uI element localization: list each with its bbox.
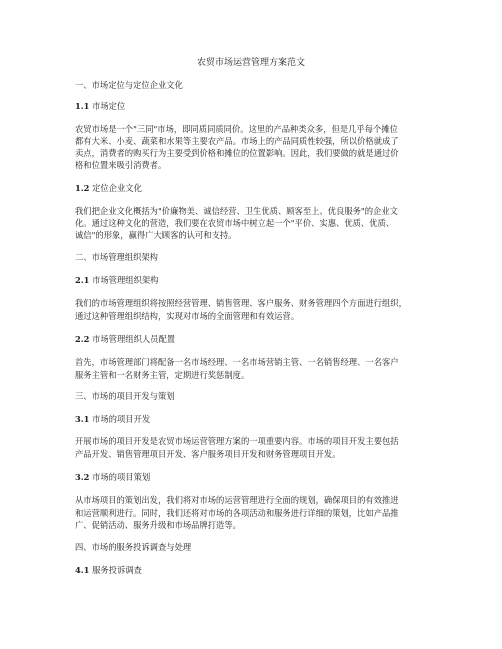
section-heading-2: 二、市场管理组织架构	[75, 252, 158, 262]
subsection-heading-2-1	[75, 274, 158, 286]
paragraph-line: 通过这种管理组织结构，实现对市场的全面管理和有效运营。	[75, 311, 300, 321]
subsection-number: 2.2	[75, 334, 90, 344]
subsection-title: 服务投诉调查	[92, 565, 142, 575]
subsection-title: 市场定位	[92, 101, 126, 111]
paragraph-line: 服务主管和一名财务主管，定期进行奖惩制度。	[75, 370, 250, 380]
section-heading-3: 三、市场的项目开发与策划	[75, 391, 175, 401]
paragraph-line: 和运营顺利进行。同时，我们还将对市场的各项活动和服务进行详细的策划，比如产品推	[75, 508, 399, 518]
paragraph-line: 产品开发、销售管理项目开发、客户服务项目开发和财务管理项目开发。	[75, 449, 341, 459]
subsection-heading-2-2	[75, 333, 175, 345]
paragraph-line: 首先，市场管理部门将配备一名市场经理、一名市场营销主管、一名销售经理、一名客户	[75, 357, 399, 367]
subsection-title: 市场的项目策划	[92, 472, 151, 482]
paragraph-line: 我们的市场管理组织将按照经营管理、销售管理、客户服务、财务管理四个方面进行组织，	[75, 298, 407, 308]
paragraph-line: 农贸市场是一个"三同"市场，即同质同质同价。这里的产品种类众多，但是几乎每个摊位	[75, 124, 398, 134]
subsection-heading-3-1	[75, 413, 150, 425]
subsection-title: 市场管理组织人员配置	[92, 334, 176, 344]
subsection-number: 3.1	[75, 414, 90, 424]
paragraph-line: 卖点，消费者的购买行为主要受到价格和摊位的位置影响。因此，我们要做的就是通过价	[75, 148, 399, 158]
subsection-number: 1.2	[75, 183, 90, 193]
paragraph-line: 广、促销活动、服务升级和市场品牌打造等。	[75, 520, 241, 530]
section-heading-4: 四、市场的服务投诉调查与处理	[75, 542, 192, 552]
subsection-title: 市场的项目开发	[92, 414, 151, 424]
subsection-title: 定位企业文化	[92, 183, 142, 193]
section-heading-1: 一、市场定位与定位企业文化	[75, 80, 183, 90]
subsection-heading-4-1	[75, 564, 142, 576]
paragraph-line: 我们把企业文化概括为"价廉物美、诚信经营、卫生优质、顾客至上、优良服务"的企业文	[75, 206, 398, 216]
subsection-number: 1.1	[75, 101, 90, 111]
paragraph-line: 格和位置来吸引消费者。	[75, 160, 167, 170]
subsection-heading-1-2	[75, 182, 142, 194]
subsection-number: 2.1	[75, 275, 90, 285]
paragraph-line: 都有大米、小麦、蔬菜和水果等主要农产品。市场上的产品同质性较强，所以价格就成了	[75, 136, 399, 146]
paragraph-line: 化。通过这种文化的营造，我们要在农贸市场中树立起一个"平价、实惠、优质、优质、	[75, 218, 395, 228]
paragraph-line: 从市场项目的策划出发，我们将对市场的运营管理进行全面的规划，确保项目的有效推进	[75, 495, 399, 505]
subsection-heading-1-1	[75, 100, 125, 112]
paragraph-line: 开展市场的项目开发是农贸市场运营管理方案的一项重要内容。市场的项目开发主要包括	[75, 436, 399, 446]
subsection-title: 市场管理组织架构	[92, 275, 159, 285]
subsection-heading-3-2	[75, 471, 150, 483]
document-title: 农贸市场运营管理方案范文	[196, 58, 305, 68]
subsection-number: 3.2	[75, 472, 90, 482]
paragraph-line: 诚信"的形象，赢得广大顾客的认可和支持。	[75, 230, 237, 240]
subsection-number: 4.1	[75, 565, 90, 575]
